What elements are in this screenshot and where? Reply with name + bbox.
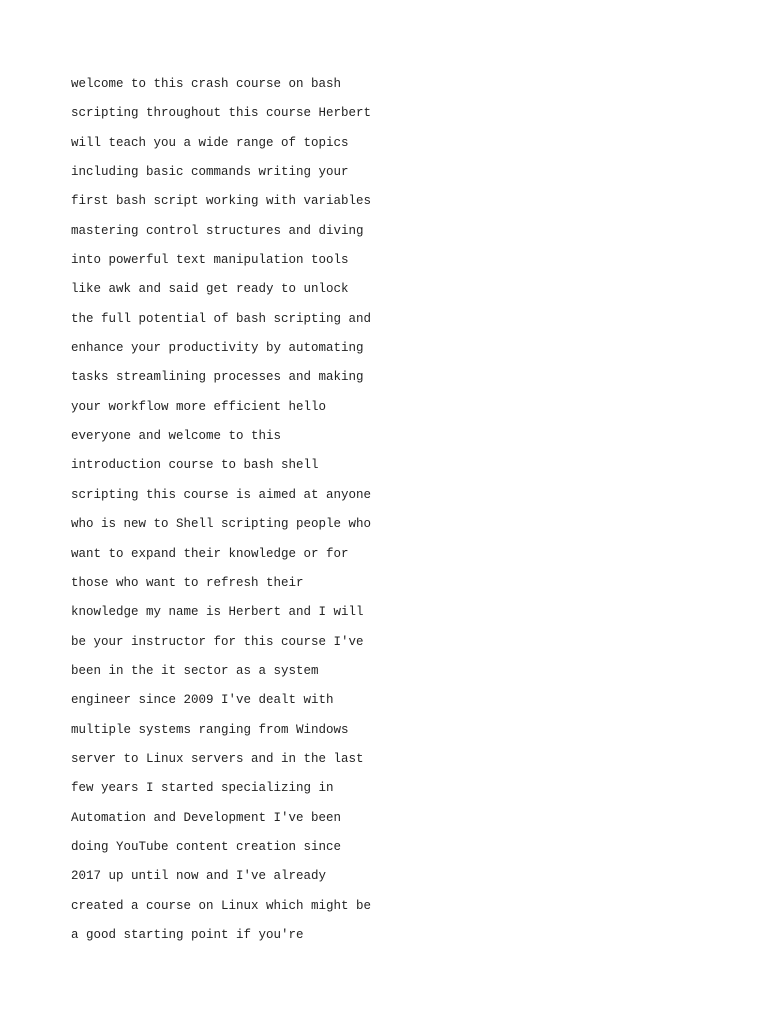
transcript-line: Automation and Development I've been <box>71 810 342 825</box>
transcript-line: the full potential of bash scripting and <box>71 311 372 326</box>
transcript-line: everyone and welcome to this <box>71 429 282 444</box>
transcript-line: doing YouTube content creation since <box>71 839 342 854</box>
transcript-line: into powerful text manipulation tools <box>71 253 349 268</box>
transcript-line: scripting throughout this course Herbert <box>71 106 372 121</box>
transcript-line: multiple systems ranging from Windows <box>71 722 349 737</box>
transcript-line: will teach you a wide range of topics <box>71 135 349 150</box>
transcript-line: a good starting point if you're <box>71 927 304 942</box>
transcript-line: including basic commands writing your <box>71 165 349 180</box>
transcript-line: your workflow more efficient hello <box>71 399 327 414</box>
transcript-text-block <box>71 70 711 950</box>
transcript-line: engineer since 2009 I've dealt with <box>71 693 334 708</box>
transcript-line: server to Linux servers and in the last <box>71 751 364 766</box>
transcript-line: enhance your productivity by automating <box>71 341 364 356</box>
transcript-line: who is new to Shell scripting people who <box>71 517 372 532</box>
transcript-line: 2017 up until now and I've already <box>71 869 327 884</box>
transcript-line: introduction course to bash shell <box>71 458 319 473</box>
transcript-line: be your instructor for this course I've <box>71 634 364 649</box>
transcript-line: few years I started specializing in <box>71 781 334 796</box>
transcript-line: scripting this course is aimed at anyone <box>71 487 372 502</box>
transcript-line: knowledge my name is Herbert and I will <box>71 605 364 620</box>
transcript-line: first bash script working with variables <box>71 194 372 209</box>
transcript-line: want to expand their knowledge or for <box>71 546 349 561</box>
transcript-line: those who want to refresh their <box>71 575 304 590</box>
transcript-line: created a course on Linux which might be <box>71 898 372 913</box>
transcript-line: tasks streamlining processes and making <box>71 370 364 385</box>
transcript-line: welcome to this crash course on bash <box>71 77 342 91</box>
transcript-line: like awk and said get ready to unlock <box>71 282 349 297</box>
transcript-line: been in the it sector as a system <box>71 663 319 678</box>
transcript-line: mastering control structures and diving <box>71 223 364 238</box>
